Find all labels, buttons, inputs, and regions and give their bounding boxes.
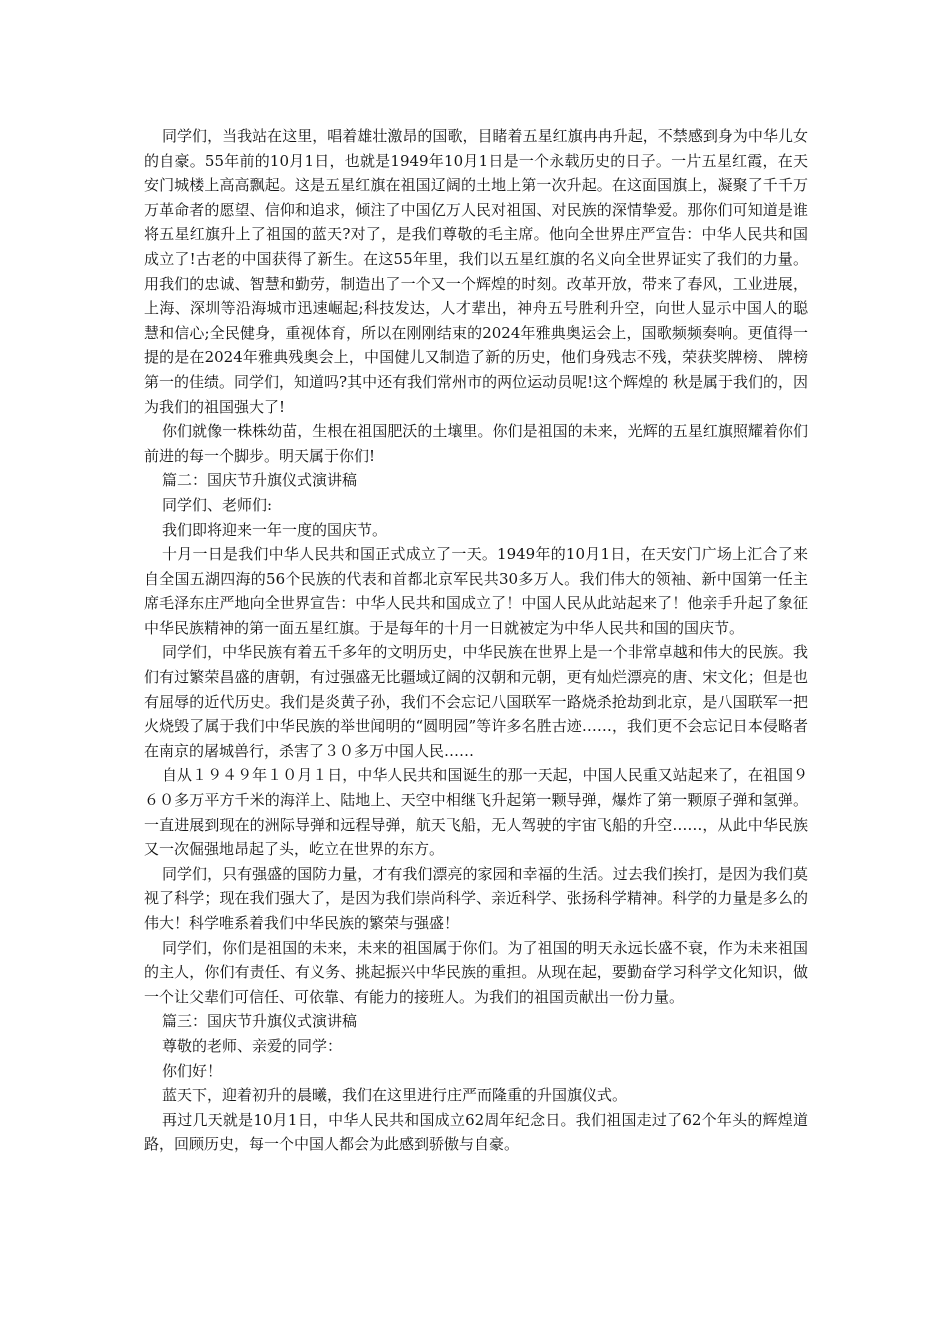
paragraph-part-2-intro: 我们即将迎来一年一度的国庆节。 — [162, 520, 388, 539]
document-body — [144, 124, 808, 1157]
paragraph-speech-1-body: 同学们，当我站在这里，唱着雄壮激昂的国歌，目睹着五星红旗冉冉升起，不禁感到身为中华儿女的自豪。55年前的10月1日，也就是1949年10月1日是一个永载历史的日子。一片五星红霞，在天安门城楼上高高飘起。这是五星红旗在祖国辽阔的土地上第一次升起。在这面国旗上，凝聚了千千万万革命者的愿望、信仰和追求，倾注了中国亿万人民对祖国、对民族的深情挚爱。那你们可知道是谁将五星红旗升上了祖国的蓝天?对了，是我们尊敬的毛主席。他向全世界庄严宣告：中华人民共和国成立了!古老的中国获得了新生。在这55年里，我们以五星红旗的名义向全世界证实了我们的力量。用我们的忠诚、智慧和勤劳，制造出了一个又一个辉煌的时刻。改革开放，带来了春风，工业进展，上海、深圳等沿海城市迅速崛起;科技发达，人才辈出，神舟五号胜利升空，向世人显示中国人的聪慧和信心;全民健身，重视体育，所以在刚刚结束的2024年雅典奥运会上，国歌频频奏响。更值得一提的是在2024年雅典残奥会上，中国健儿又制造了新的历史，他们身残志不残，荣获奖牌榜、 牌榜第一的佳绩。同学们，知道吗?其中还有我们常州市的两位运动员呢!这个辉煌的 秋是属于我们的，因为我们的祖国强大了! — [144, 127, 808, 416]
paragraph-part-2-since-1949: 自从１９４９年１０月１日，中华人民共和国诞生的那一天起，中国人民重又站起来了，在祖国９６０多万平方千米的海洋上、陆地上、天空中相继飞升起第一颗导弹，爆炸了第一颗原子弹和氢弹。一直进展到现在的洲际导弹和远程导弹，航天飞船，无人驾驶的宇宙飞船的升空……，从此中华民族又一次倔强地昂起了头，屹立在世界的东方。 — [144, 766, 808, 859]
paragraph-part-2-future: 同学们，你们是祖国的未来，未来的祖国属于你们。为了祖国的明天永远长盛不衰，作为未来祖国的主人，你们有责任、有义务、挑起振兴中华民族的重担。从现在起，要勤奋学习科学文化知识，做一个让父辈们可信任、可依靠、有能力的接班人。为我们的祖国贡献出一份力量。 — [144, 938, 808, 1006]
greeting-part-3: 尊敬的老师、亲爱的同学： — [162, 1036, 343, 1055]
paragraph-speech-1-closing: 你们就像一株株幼苗，生根在祖国肥沃的土壤里。你们是祖国的未来，光辉的五星红旗照耀着你们前进的每一个脚步。明天属于你们! — [144, 422, 808, 465]
section-heading-part-2: 篇二：国庆节升旗仪式演讲稿 — [162, 471, 358, 490]
paragraph-part-2-science: 同学们，只有强盛的国防力量，才有我们漂亮的家园和幸福的生活。过去我们挨打，是因为我们莫视了科学；现在我们强大了，是因为我们崇尚科学、亲近科学、张扬科学精神。科学的力量是多么的伟大！科学唯系着我们中华民族的繁荣与强盛！ — [144, 864, 808, 932]
paragraph-part-3-anniversary: 再过几天就是10月1日，中华人民共和国成立62周年纪念日。我们祖国走过了62个年头的辉煌道路，回顾历史，每一个中国人都会为此感到骄傲与自豪。 — [144, 1110, 808, 1154]
paragraph-part-2-history: 同学们，中华民族有着五千多年的文明历史，中华民族在世界上是一个非常卓越和伟大的民族。我们有过繁荣昌盛的唐朝，有过强盛无比疆域辽阔的汉朝和元朝，更有灿烂漂亮的唐、宋文化；但是也有屈辱的近代历史。我们是炎黄子孙，我们不会忘记八国联军一路烧杀抢劫到北京，是八国联军一把火烧毁了属于我们中华民族的举世闻明的“圆明园”等许多名胜古迹……，我们更不会忘记日本侵略者在南京的屠城兽行，杀害了３０多万中国人民…… — [144, 643, 808, 760]
salutation-part-3: 你们好！ — [162, 1061, 223, 1080]
paragraph-part-3-ceremony: 蓝天下，迎着初升的晨曦，我们在这里进行庄严而隆重的升国旗仪式。 — [162, 1086, 628, 1105]
section-heading-part-3: 篇三：国庆节升旗仪式演讲稿 — [162, 1012, 358, 1031]
paragraph-part-2-founding: 十月一日是我们中华人民共和国正式成立了一天。1949年的10月1日，在天安门广场上汇合了来自全国五湖四海的56个民族的代表和首都北京军民共30多万人。我们伟大的领袖、新中国第一任主席毛泽东庄严地向全世界宣告：中华人民共和国成立了！中国人民从此站起来了！他亲手升起了象征中华民族精神的第一面五星红旗。于是每年的十月一日就被定为中华人民共和国的国庆节。 — [144, 545, 808, 637]
greeting-part-2: 同学们、老师们: — [162, 495, 273, 514]
